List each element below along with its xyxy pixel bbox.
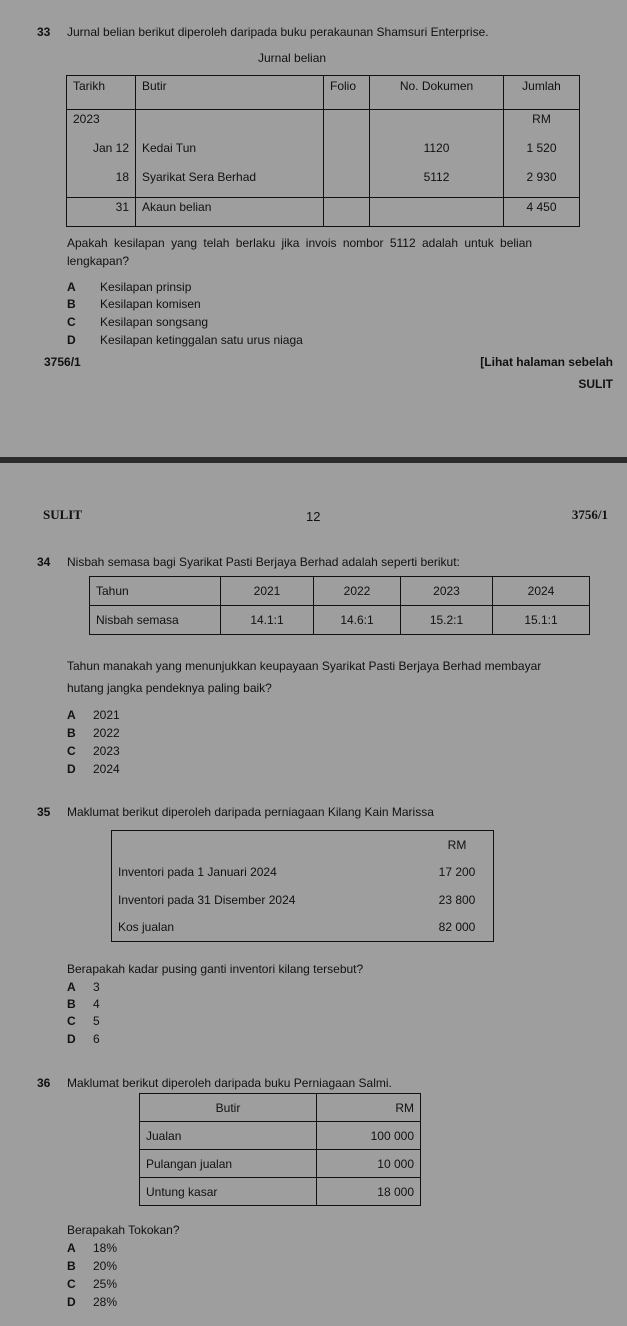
date-cell: 18	[67, 168, 136, 198]
option-text[interactable]: 28%	[93, 1295, 118, 1309]
amount-cell: 2 930	[504, 168, 580, 198]
cell: 15.2:1	[401, 606, 493, 635]
question-text: lengkapan?	[67, 254, 130, 268]
doc-cell: 5112	[370, 168, 504, 198]
option-text[interactable]: 4	[93, 997, 100, 1011]
label-cell: Kos jualan	[118, 920, 175, 935]
footer-sulit: SULIT	[578, 377, 613, 391]
value-cell: 100 000	[317, 1122, 421, 1150]
table-row	[90, 577, 590, 606]
option-letter: B	[67, 1259, 76, 1273]
cell: 14.6:1	[314, 606, 401, 635]
option-letter: B	[67, 726, 76, 740]
amount-cell: 4 450	[504, 198, 580, 227]
cell: 2022	[314, 577, 401, 606]
value-cell: 82 000	[438, 920, 476, 935]
page-divider	[0, 457, 627, 463]
question-text: Tahun manakah yang menunjukkan keupayaan Syarikat Pasti Berjaya Berhad membayar	[67, 659, 542, 673]
option-letter: B	[67, 297, 76, 311]
option-letter: A	[67, 280, 76, 294]
header-cell: RM	[317, 1094, 421, 1122]
header-sulit: SULIT	[43, 507, 83, 522]
cell: 2024	[493, 577, 590, 606]
option-letter: D	[67, 762, 76, 776]
option-letter: D	[67, 333, 76, 347]
option-letter: D	[67, 1032, 76, 1046]
option-text[interactable]: 2023	[93, 744, 120, 758]
option-text[interactable]: 2024	[93, 762, 120, 776]
header-cell: Butir	[140, 1094, 317, 1122]
option-letter: C	[67, 315, 76, 329]
option-text[interactable]: Kesilapan songsang	[100, 315, 209, 329]
option-text[interactable]: 25%	[93, 1277, 118, 1291]
option-letter: C	[67, 744, 76, 758]
table-title: Jurnal belian	[258, 51, 327, 65]
label-cell: Jualan	[140, 1122, 317, 1150]
question-stem: Nisbah semasa bagi Syarikat Pasti Berjaya Berhad adalah seperti berikut:	[67, 555, 460, 569]
desc-cell: Syarikat Sera Berhad	[136, 168, 324, 198]
purchases-journal-table	[66, 75, 580, 227]
sales-table	[139, 1093, 421, 1206]
option-text[interactable]: 6	[93, 1032, 100, 1046]
question-text: Apakah kesilapan yang telah berlaku jika invois nombor 5112 adalah untuk belian	[67, 236, 533, 250]
table-row	[67, 168, 580, 198]
option-text[interactable]: Kesilapan prinsip	[100, 280, 192, 294]
question-stem: Maklumat berikut diperoleh daripada perniagaan Kilang Kain Marissa	[67, 805, 434, 819]
header-code: 3756/1	[571, 507, 608, 522]
header-cell: Folio	[324, 76, 370, 110]
option-text[interactable]: 2021	[93, 708, 120, 722]
table-row	[112, 913, 494, 941]
table-row	[140, 1178, 421, 1206]
page-number: 12	[306, 509, 321, 524]
label-cell: Inventori pada 31 Disember 2024	[118, 892, 296, 907]
question-stem: Jurnal belian berikut diperoleh daripada buku perakaunan Shamsuri Enterprise.	[67, 25, 489, 39]
option-text[interactable]: Kesilapan ketinggalan satu urus niaga	[100, 333, 303, 347]
cell: 15.1:1	[493, 606, 590, 635]
question-text: Berapakah Tokokan?	[67, 1223, 180, 1237]
cell: Nisbah semasa	[90, 606, 221, 635]
desc-cell: Akaun belian	[136, 198, 324, 227]
option-text[interactable]: 2022	[93, 726, 120, 740]
question-number: 36	[37, 1076, 51, 1090]
option-letter: C	[67, 1014, 76, 1028]
date-cell: Jan 12	[67, 139, 136, 168]
option-text[interactable]: 18%	[93, 1241, 118, 1255]
cell: 2021	[221, 577, 314, 606]
date-cell: 31	[67, 198, 136, 227]
header-cell: No. Dokumen	[370, 76, 504, 110]
table-row	[67, 139, 580, 168]
footer-next-page: [Lihat halaman sebelah	[480, 355, 613, 369]
header-cell: Jumlah	[504, 76, 580, 110]
option-letter: B	[67, 997, 76, 1011]
option-text[interactable]: 5	[93, 1014, 100, 1028]
value-cell: 10 000	[317, 1150, 421, 1178]
table-row	[90, 606, 590, 635]
option-letter: A	[67, 980, 76, 994]
header-cell: Tarikh	[67, 76, 136, 110]
question-number: 33	[37, 25, 51, 39]
question-text: Berapakah kadar pusing ganti inventori kilang tersebut?	[67, 962, 364, 976]
label-cell: Untung kasar	[140, 1178, 317, 1206]
table-row	[140, 1150, 421, 1178]
question-number: 34	[37, 555, 51, 569]
doc-cell: 1120	[370, 139, 504, 168]
footer-code: 3756/1	[44, 355, 81, 369]
desc-cell: Kedai Tun	[136, 139, 324, 168]
label-cell: Pulangan jualan	[140, 1150, 317, 1178]
option-letter: A	[67, 708, 76, 722]
header-cell: Butir	[136, 76, 324, 110]
label-cell: Inventori pada 1 Januari 2024	[118, 865, 277, 880]
question-text: hutang jangka pendeknya paling baik?	[67, 681, 272, 695]
currency-cell: RM	[504, 110, 580, 140]
table-row	[140, 1122, 421, 1150]
value-cell: 23 800	[438, 892, 476, 907]
total-row	[67, 198, 580, 227]
amount-cell: 1 520	[504, 139, 580, 168]
cell: 14.1:1	[221, 606, 314, 635]
value-cell: 17 200	[438, 865, 476, 880]
option-text[interactable]: 20%	[93, 1259, 118, 1273]
cell: Tahun	[90, 577, 221, 606]
table-row	[112, 886, 494, 913]
question-number: 35	[37, 805, 51, 819]
option-letter: A	[67, 1241, 76, 1255]
option-text[interactable]: Kesilapan komisen	[100, 297, 201, 311]
cell: 2023	[401, 577, 493, 606]
table-row	[112, 859, 494, 886]
option-text[interactable]: 3	[93, 980, 100, 994]
option-letter: C	[67, 1277, 76, 1291]
value-cell: 18 000	[317, 1178, 421, 1206]
question-stem: Maklumat berikut diperoleh daripada buku Perniagaan Salmi.	[67, 1076, 392, 1090]
inventory-table	[111, 830, 494, 942]
current-ratio-table	[89, 576, 590, 635]
year-cell: 2023	[67, 110, 136, 140]
option-letter: D	[67, 1295, 76, 1309]
currency-cell: RM	[447, 837, 467, 852]
